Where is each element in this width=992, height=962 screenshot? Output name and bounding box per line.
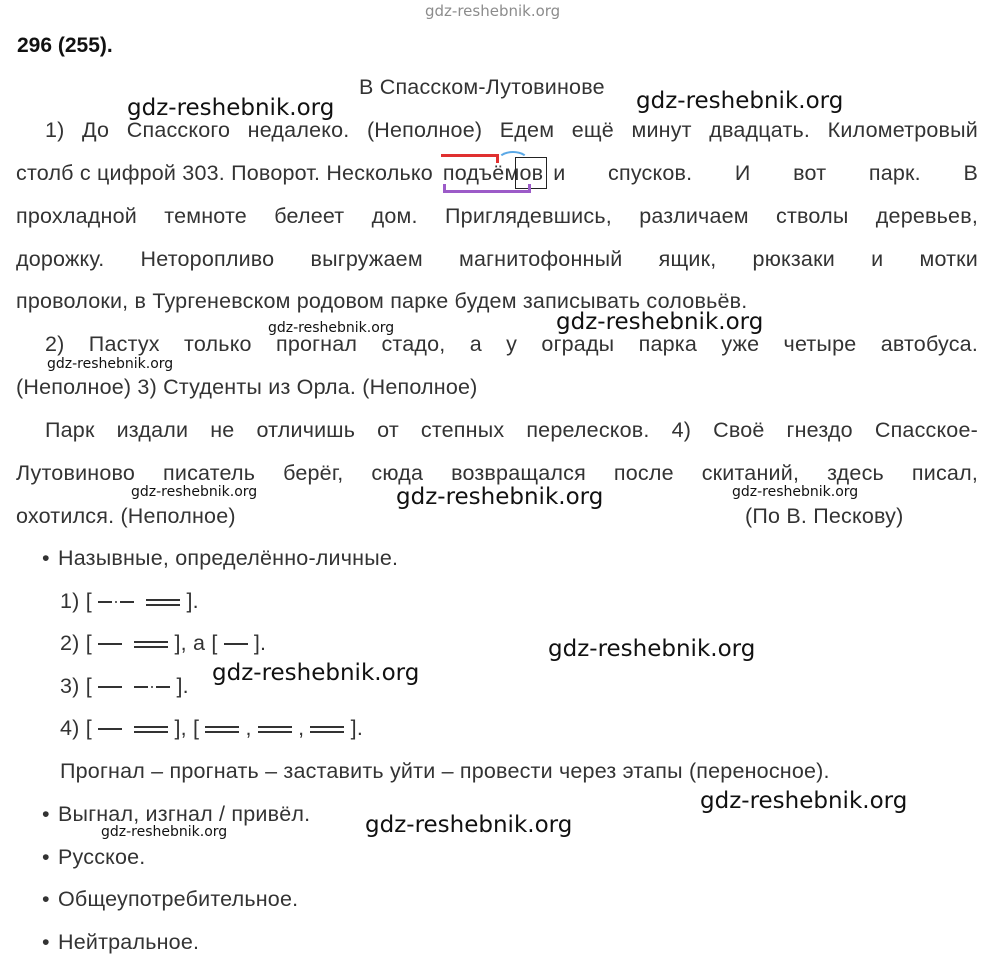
answer-origin bbox=[42, 847, 146, 869]
bullet: • bbox=[42, 546, 50, 570]
source-attribution: (По В. Пескову) bbox=[745, 504, 904, 528]
text-line-6: 2) Пастух только прогнал стадо, а у ограды парка уже четыре автобуса. bbox=[45, 332, 978, 356]
scheme-2-open: [ bbox=[85, 631, 92, 655]
watermark: gdz-reshebnik.org bbox=[700, 788, 908, 814]
answer-origin-text: Русское. bbox=[58, 845, 146, 869]
scheme-2-number: 2) bbox=[60, 631, 80, 655]
predicate-double-line-mark bbox=[134, 641, 168, 648]
text-line-2-end: и спусков. И вот парк. В bbox=[553, 161, 978, 185]
text-line-4: дорожку. Неторопливо выгружаем магнитофонный ящик, рюкзаки и мотки bbox=[16, 247, 978, 271]
text-line-5: проволоки, в Тургеневском родовом парке будем записывать соловьёв. bbox=[16, 289, 748, 313]
scheme-1-open: [ bbox=[85, 589, 92, 613]
scheme-2 bbox=[60, 633, 266, 655]
watermark: gdz-reshebnik.org bbox=[556, 309, 764, 335]
word-root: подъём bbox=[442, 161, 520, 185]
text-line-2-start: столб с цифрой 303. Поворот. Несколько bbox=[16, 161, 433, 185]
watermark-top: gdz-reshebnik.org bbox=[425, 2, 561, 20]
scheme-2-close: ]. bbox=[253, 631, 267, 655]
word-meaning: Прогнал – прогнать – заставить уйти – провести через этапы (переносное). bbox=[60, 759, 830, 783]
watermark: gdz-reshebnik.org bbox=[212, 660, 420, 686]
subject-line-mark bbox=[98, 728, 122, 730]
scheme-1-number: 1) bbox=[60, 589, 80, 613]
scheme-4-comma: , bbox=[298, 716, 305, 740]
prefix-mark bbox=[441, 154, 497, 157]
stem-mark bbox=[443, 184, 531, 193]
subject-line-mark bbox=[98, 686, 122, 688]
subject-line-mark bbox=[224, 643, 248, 645]
bullet: • bbox=[42, 930, 50, 954]
watermark: gdz-reshebnik.org bbox=[127, 95, 335, 121]
bullet: • bbox=[42, 802, 50, 826]
scheme-2-mid: ], а [ bbox=[174, 631, 218, 655]
bullet: • bbox=[42, 845, 50, 869]
word-ending: ов bbox=[519, 161, 544, 185]
text-line-9: Лутовиново писатель берёг, сюда возвращался после скитаний, здесь писал, bbox=[16, 461, 978, 485]
text-line-1: 1) До Спасского недалеко. (Неполное) Едем ещё минут двадцать. Километровый bbox=[45, 118, 978, 142]
attribute-dash-dot-mark bbox=[134, 686, 170, 688]
scheme-3 bbox=[60, 676, 189, 698]
predicate-double-line-mark bbox=[146, 599, 180, 606]
scheme-3-close: ]. bbox=[176, 674, 189, 698]
predicate-double-line-mark bbox=[258, 726, 292, 733]
watermark: gdz-reshebnik.org bbox=[365, 812, 573, 838]
root-mark bbox=[497, 151, 529, 171]
subject-dash-dot-mark bbox=[98, 601, 134, 603]
text-line-3: прохладной темноте белеет дом. Приглядевшись, различаем стволы деревьев, bbox=[16, 204, 978, 228]
watermark: gdz-reshebnik.org bbox=[268, 320, 395, 336]
scheme-4 bbox=[60, 718, 363, 740]
text-line-2 bbox=[16, 163, 978, 185]
answer-synonyms bbox=[42, 804, 310, 826]
answer-synonyms-text: Выгнал, изгнал / привёл. bbox=[58, 802, 311, 826]
text-title: В Спасском-Лутовинове bbox=[359, 75, 605, 99]
scheme-4-close: ]. bbox=[350, 716, 364, 740]
scheme-4-mid: ], [ bbox=[174, 716, 200, 740]
watermark: gdz-reshebnik.org bbox=[131, 484, 258, 500]
predicate-double-line-mark bbox=[205, 726, 239, 733]
answer-types bbox=[42, 548, 398, 570]
scheme-1 bbox=[60, 591, 199, 613]
watermark: gdz-reshebnik.org bbox=[396, 484, 604, 510]
scheme-4-open: [ bbox=[85, 716, 92, 740]
scheme-3-open: [ bbox=[85, 674, 92, 698]
text-line-8: Парк издали не отличишь от степных перелесков. 4) Своё гнездо Спасское- bbox=[45, 418, 978, 442]
watermark: gdz-reshebnik.org bbox=[548, 636, 756, 662]
scheme-4-number: 4) bbox=[60, 716, 80, 740]
answer-style bbox=[42, 932, 199, 954]
scheme-4-comma: , bbox=[245, 716, 252, 740]
answer-style-text: Нейтральное. bbox=[58, 930, 200, 954]
subject-line-mark bbox=[98, 643, 122, 645]
watermark: gdz-reshebnik.org bbox=[732, 484, 859, 500]
scheme-3-number: 3) bbox=[60, 674, 80, 698]
scheme-1-close: ]. bbox=[186, 589, 199, 613]
word-podyemov bbox=[443, 163, 543, 185]
predicate-double-line-mark bbox=[310, 726, 344, 733]
bullet: • bbox=[42, 887, 50, 911]
watermark: gdz-reshebnik.org bbox=[101, 824, 228, 840]
text-line-10: охотился. (Неполное) bbox=[16, 504, 236, 528]
watermark: gdz-reshebnik.org bbox=[47, 356, 174, 372]
answer-types-text: Назывные, определённо-личные. bbox=[58, 546, 399, 570]
watermark: gdz-reshebnik.org bbox=[636, 88, 844, 114]
predicate-double-line-mark bbox=[134, 726, 168, 733]
answer-usage-text: Общеупотребительное. bbox=[58, 887, 299, 911]
exercise-number: 296 (255). bbox=[17, 34, 113, 57]
text-line-7: (Неполное) 3) Студенты из Орла. (Неполное) bbox=[16, 375, 478, 399]
answer-usage bbox=[42, 889, 298, 911]
